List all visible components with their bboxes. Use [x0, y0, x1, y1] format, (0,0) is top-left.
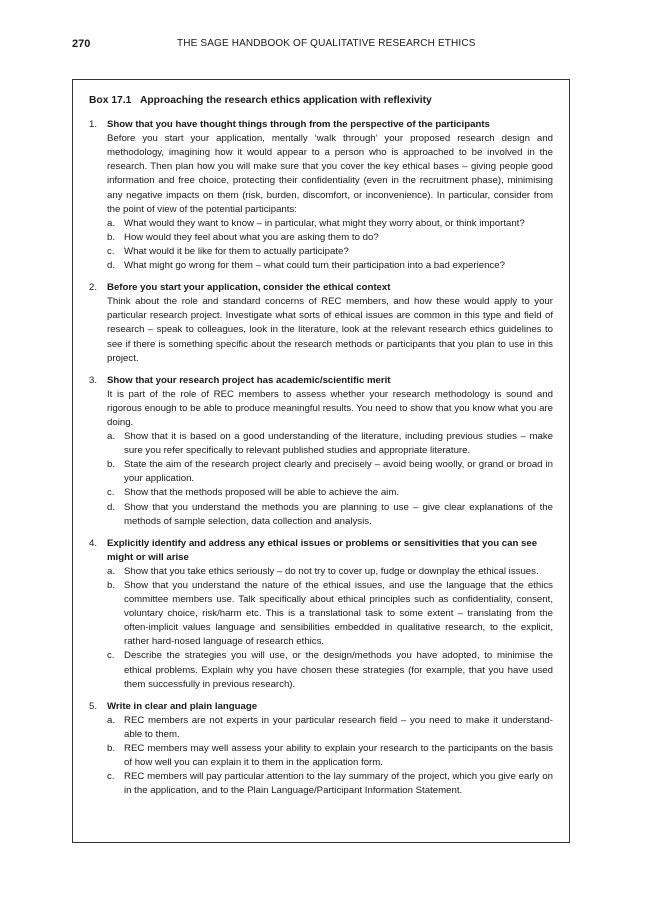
sub-item-letter: c.: [107, 650, 115, 662]
sub-item-letter: a.: [107, 565, 116, 577]
sub-item-text: What would they want to know – in particular, what might they worry about, or think important?: [124, 217, 525, 229]
sub-item-text: Show that you take ethics seriously – do not try to cover up, fudge or downplay the ethical issues.: [124, 565, 539, 577]
page-number: 270: [72, 38, 91, 50]
sub-item-letter: c.: [107, 771, 115, 783]
item-body: Before you start your application, mentally ‘walk through’ your proposed research design and methodology, imagining how it would appear to a person who is approached to be involved in the research. Then plan how you will make sure that you cover the key ethical bases – giving people good information and free choice, protecting their confidentiality (even in the recruitment phase), minimising any negative impacts on them (risk, burden, discomfort, or inconvenience). In particular, consider from the point of view of the potential participants:: [107, 133, 553, 215]
sub-item-letter: b.: [107, 743, 116, 755]
sub-item-text: REC members may well assess your ability to explain your research to the participants on the basis of how well you can explain it to them in the application form.: [124, 743, 553, 769]
sub-item-text: Describe the strategies you will use, or the design/methods you have adopted, to minimise the ethical problems. Explain why you have chosen these strategies (for example, that you have used them successfully in previous research).: [124, 650, 553, 690]
sub-item: [107, 649, 553, 691]
sub-item-text: State the aim of the research project clearly and precisely – avoid being woolly, or grand or broad in your application.: [124, 459, 553, 485]
sub-item: [107, 217, 553, 231]
item-number: 5.: [89, 700, 98, 712]
item-number: 4.: [89, 537, 98, 549]
item-heading: Write in clear and plain language: [107, 700, 258, 712]
sub-item: [107, 486, 553, 500]
sub-item: [107, 565, 553, 579]
sub-item-letter: d.: [107, 501, 116, 513]
sub-item-text: Show that you understand the nature of the ethical issues, and use the language that the ethics committee members use. Talk specifically about ethical principles such as confidentiality, consent, voluntary choice, risk/harm etc. This is a translational task to some extent – translating from the often-implicit values language and sensibilities embedded in qualitative research, to the explicit, rather hard-nosed language of research ethics.: [124, 580, 553, 648]
sub-item-letter: d.: [107, 260, 116, 272]
sub-item: [107, 501, 553, 529]
sub-item-letter: c.: [107, 245, 115, 257]
sub-item: [107, 742, 553, 770]
sub-list: [107, 565, 553, 692]
sub-item: [107, 430, 553, 458]
sub-item: [107, 714, 553, 742]
box-label: Box 17.1: [89, 95, 132, 106]
guideline-item: [89, 537, 553, 692]
sub-item: [107, 579, 553, 649]
guideline-list: [89, 118, 553, 798]
sub-item-letter: b.: [107, 231, 116, 243]
box-17-1: [72, 79, 570, 843]
item-heading: Explicitly identify and address any ethical issues or problems or sensitivities that you can see might or will arise: [107, 537, 538, 563]
sub-item: [107, 770, 553, 798]
sub-list: [107, 217, 553, 273]
sub-item-letter: a.: [107, 431, 116, 443]
running-title: THE SAGE HANDBOOK OF QUALITATIVE RESEARCH ETHICS: [177, 38, 476, 49]
sub-list: [107, 430, 553, 529]
sub-item-text: Show that you understand the methods you are planning to use – give clear explanations of the methods of sample selection, data collection and analysis.: [124, 501, 553, 527]
sub-list: [107, 714, 553, 799]
sub-item-letter: b.: [107, 580, 116, 591]
guideline-item: [89, 374, 553, 529]
sub-item-text: REC members are not experts in your particular research field – you need to make it understand-able to them.: [124, 714, 553, 740]
item-number: 3.: [89, 374, 98, 386]
item-heading: Show that your research project has academic/scientific merit: [107, 374, 391, 386]
box-title-text: Approaching the research ethics application with reflexivity: [139, 95, 432, 106]
sub-item: [107, 245, 553, 259]
item-body: Think about the role and standard concerns of REC members, and how these would apply to your particular research project. Investigate what sorts of ethical issues are common in this type and field of research – speak to colleagues, look in the literature, look at the relevant research ethics guidelines to see if there is something specific about the research methods or participants that you plan to use in this project.: [107, 296, 553, 364]
guideline-item: [89, 700, 553, 799]
sub-item-letter: a.: [107, 714, 116, 726]
sub-item-letter: a.: [107, 217, 116, 229]
guideline-item: [89, 118, 553, 273]
guideline-item: [89, 281, 553, 366]
sub-item: [107, 231, 553, 245]
sub-item-text: What might go wrong for them – what could turn their participation into a bad experience?: [124, 260, 505, 272]
sub-item-letter: c.: [107, 487, 115, 499]
sub-item: [107, 458, 553, 486]
running-head: [72, 38, 572, 52]
sub-item-text: Show that the methods proposed will be able to achieve the aim.: [124, 487, 400, 499]
item-heading: Before you start your application, consider the ethical context: [107, 282, 391, 294]
item-number: 1.: [89, 119, 98, 131]
sub-item-text: REC members will pay particular attention to the lay summary of the project, which you give early on in the application, and to the Plain Language/Participant Information Statement.: [124, 771, 553, 797]
sub-item-text: Show that it is based on a good understanding of the literature, including previous studies – make sure you refer specifically to relevant published studies and appropriate literature.: [124, 431, 553, 457]
item-body: It is part of the role of REC members to assess whether your research methodology is sound and rigorous enough to be able to produce meaningful results. You need to show that you know what you are doing.: [107, 388, 553, 428]
sub-item: [107, 259, 553, 273]
item-heading: Show that you have thought things through from the perspective of the participants: [107, 119, 490, 131]
sub-item-letter: b.: [107, 459, 116, 471]
box-title: [89, 94, 553, 108]
item-number: 2.: [89, 282, 98, 294]
sub-item-text: How would they feel about what you are asking them to do?: [124, 231, 379, 243]
sub-item-text: What would it be like for them to actually participate?: [124, 245, 349, 257]
